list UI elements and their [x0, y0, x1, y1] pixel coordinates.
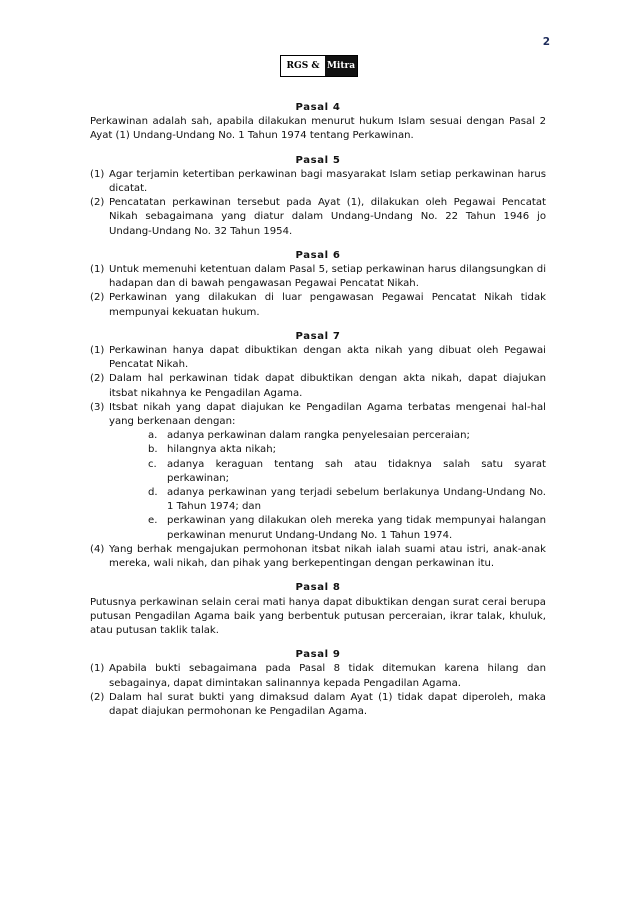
ayat-text: Agar terjamin ketertiban perkawinan bagi masyarakat Islam setiap perkawinan harus dicatat. [109, 168, 546, 195]
sub-item-text: adanya keraguan tentang sah atau tidaknya salah satu syarat perkawinan; [167, 458, 546, 484]
sub-item [90, 443, 546, 457]
ayat-item [90, 344, 546, 372]
ayat-item [90, 168, 546, 196]
pasal-title: Pasal 6 [295, 249, 341, 261]
ayat-text: Untuk memenuhi ketentuan dalam Pasal 5, setiap perkawinan harus dilangsungkan di hadapan dan di bawah pengawasan Pegawai Pencatat Nikah. [109, 264, 546, 290]
ayat-item [90, 263, 546, 291]
ayat-text: Perkawinan hanya dapat dibuktikan dengan akta nikah yang dibuat oleh Pegawai Pencatat Nikah. [109, 345, 546, 371]
pasal-title: Pasal 4 [295, 102, 341, 113]
ayat-number: (3) [90, 401, 105, 413]
pasal-4-section [90, 101, 546, 144]
ayat-number: (1) [90, 264, 105, 276]
ayat-number: (1) [90, 663, 105, 675]
sub-item-text: perkawinan yang dilakukan oleh mereka yang tidak mempunyai halangan perkawinan menurut Undang-Undang No. 1 Tahun 1974. [167, 515, 546, 541]
sub-item-letter: a. [148, 430, 158, 442]
sub-item-text: adanya perkawinan dalam rangka penyelesaian perceraian; [167, 430, 470, 442]
ayat-sublist [90, 429, 546, 543]
logo-left-text: RGS & [281, 56, 325, 76]
ayat-item [90, 543, 546, 571]
pasal-title: Pasal 8 [295, 582, 341, 594]
pasal-paragraph: Perkawinan adalah sah, apabila dilakukan menurut hukum Islam sesuai dengan Pasal 2 Ayat (1) Undang-Undang No. 1 Tahun 1974 tentang Perkawinan. [90, 116, 546, 142]
ayat-number: (2) [90, 197, 105, 209]
rgs-mitra-logo [280, 55, 358, 77]
pasal-7-section [90, 330, 546, 571]
ayat-text: Dalam hal perkawinan tidak dapat dibuktikan dengan akta nikah, dapat diajukan itsbat nikahnya ke Pengadilan Agama. [109, 373, 546, 399]
ayat-item [90, 196, 546, 239]
sub-item [90, 514, 546, 542]
ayat-item [90, 691, 546, 719]
ayat-item [90, 401, 546, 429]
ayat-number: (1) [90, 168, 105, 180]
pasal-6-section [90, 249, 546, 320]
pasal-title: Pasal 5 [295, 154, 341, 166]
ayat-text: Pencatatan perkawinan tersebut pada Ayat (1), dilakukan oleh Pegawai Pencatat Nikah sebagaimana yang diatur dalam Undang-Undang No. 22 Tahun 1946 jo Undang-Undang No. 32 Tahun 1954. [109, 197, 546, 237]
sub-item-letter: d. [148, 487, 158, 499]
pasal-paragraph: Putusnya perkawinan selain cerai mati hanya dapat dibuktikan dengan surat cerai berupa putusan Pengadilan Agama baik yang berbentuk putusan perceraian, ikrar talak, khuluk, atau putusan taklik talak. [90, 596, 546, 636]
sub-item [90, 458, 546, 486]
pasal-5-section [90, 154, 546, 239]
logo-right-text: Mitra [325, 56, 357, 76]
ayat-text: Dalam hal surat bukti yang dimaksud dalam Ayat (1) tidak dapat diperoleh, maka dapat diajukan permohonan ke Pengadilan Agama. [109, 691, 546, 717]
ayat-text: Perkawinan yang dilakukan di luar pengawasan Pegawai Pencatat Nikah tidak mempunyai kekuatan hukum. [109, 292, 546, 318]
sub-item [90, 429, 546, 443]
sub-item-letter: c. [148, 458, 157, 470]
sub-item-text: adanya perkawinan yang terjadi sebelum berlakunya Undang-Undang No. 1 Tahun 1974; dan [167, 487, 546, 513]
ayat-text: Yang berhak mengajukan permohonan itsbat nikah ialah suami atau istri, anak-anak mereka, wali nikah, dan pihak yang berkepentingan dengan perkawinan itu. [109, 543, 546, 570]
ayat-item [90, 372, 546, 400]
ayat-text: Itsbat nikah yang dapat diajukan ke Pengadilan Agama terbatas mengenai hal-hal yang berkenaan dengan: [109, 401, 546, 428]
ayat-item [90, 662, 546, 690]
pasal-9-section [90, 648, 546, 719]
ayat-number: (2) [90, 373, 105, 385]
document-body [90, 101, 546, 729]
ayat-number: (1) [90, 345, 105, 357]
pasal-8-section [90, 581, 546, 638]
page-number: 2 [542, 36, 550, 48]
pasal-title: Pasal 9 [295, 649, 341, 661]
ayat-text: Apabila bukti sebagaimana pada Pasal 8 tidak ditemukan karena hilang dan sebagainya, dapat dimintakan salinannya kepada Pengadilan Agama. [109, 663, 546, 689]
sub-item-letter: b. [148, 444, 158, 456]
sub-item-text: hilangnya akta nikah; [167, 444, 276, 456]
ayat-number: (2) [90, 292, 105, 304]
sub-item-letter: e. [148, 515, 158, 527]
pasal-title: Pasal 7 [295, 330, 341, 342]
ayat-item [90, 291, 546, 319]
ayat-number: (4) [90, 543, 105, 555]
sub-item [90, 486, 546, 514]
ayat-number: (2) [90, 691, 105, 703]
